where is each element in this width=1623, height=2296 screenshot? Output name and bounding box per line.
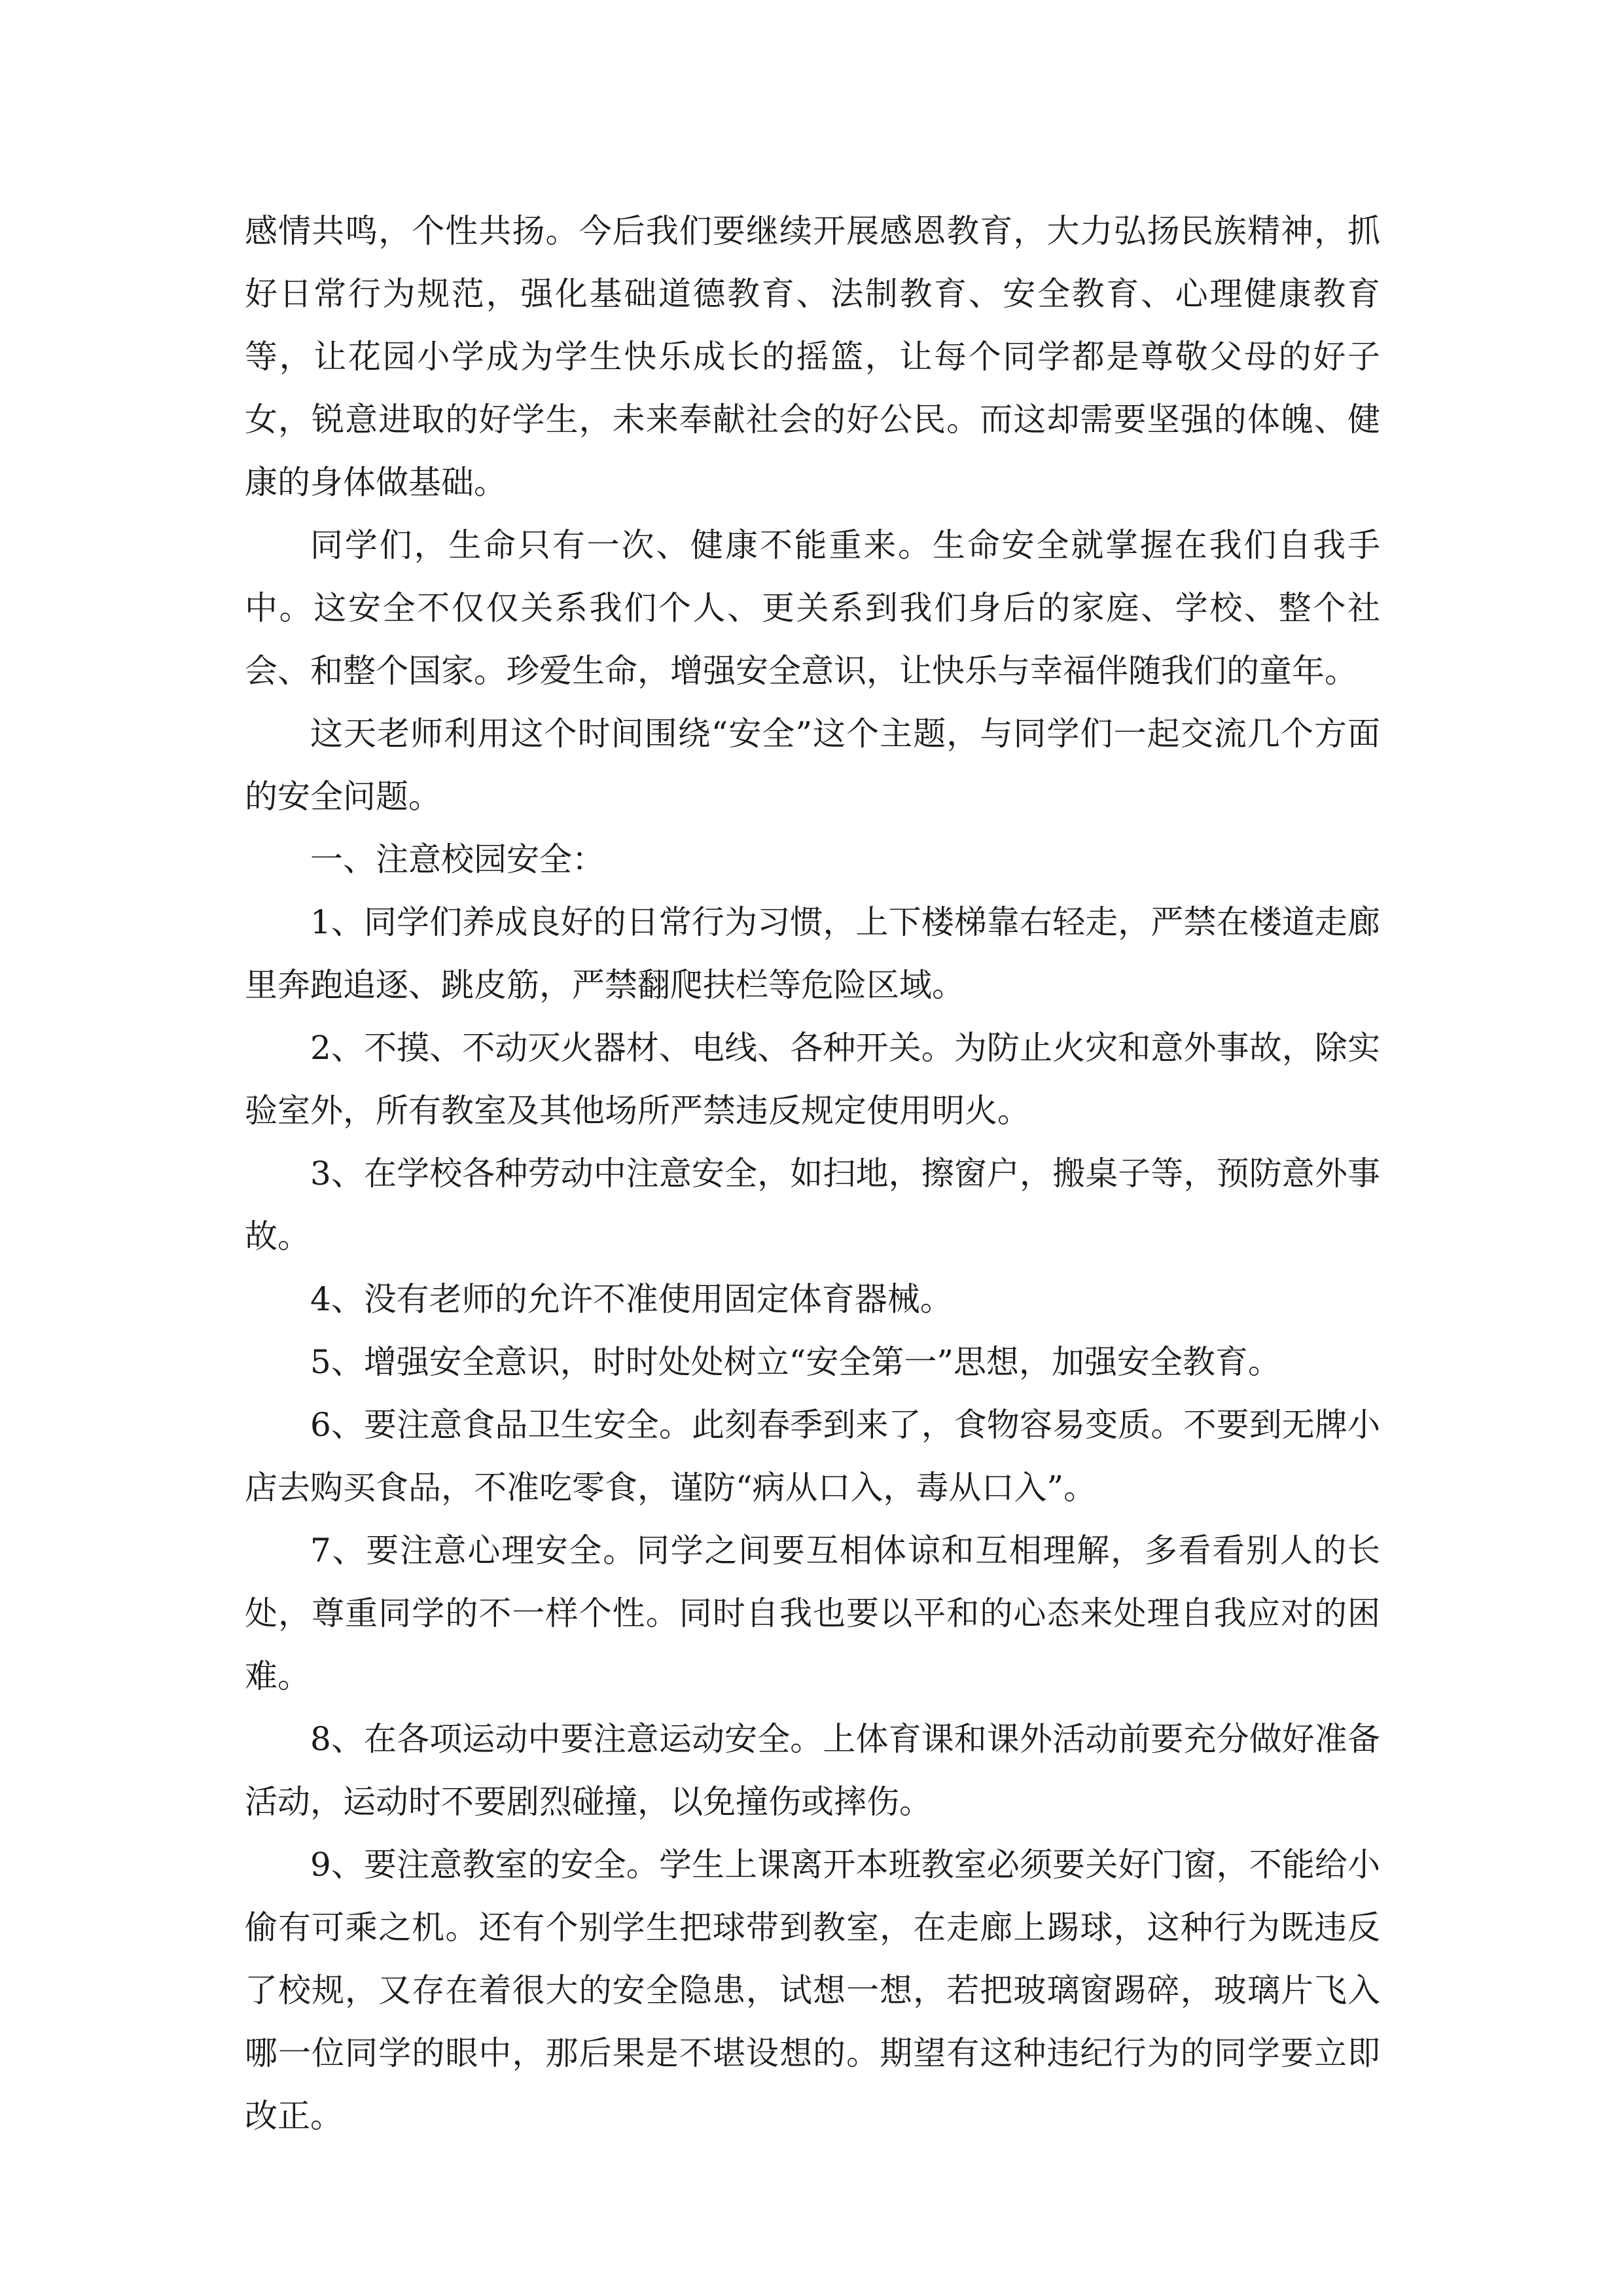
document-body: [245, 200, 1380, 2147]
list-item-1: 1、同学们养成良好的日常行为习惯，上下楼梯靠右轻走，严禁在楼道走廊里奔跑追逐、跳皮筋，严禁翻爬扶栏等危险区域。: [245, 903, 1380, 1004]
list-item-2: 2、不摸、不动灭火器材、电线、各种开关。为防止火灾和意外事故，除实验室外，所有教室及其他场所严禁违反规定使用明火。: [245, 1029, 1380, 1130]
list-item-7: 7、要注意心理安全。同学之间要互相体谅和互相理解，多看看别人的长处，尊重同学的不一样个性。同时自我也要以平和的心态来处理自我应对的困难。: [245, 1532, 1380, 1695]
list-item-3: 3、在学校各种劳动中注意安全，如扫地，擦窗户，搬桌子等，预防意外事故。: [245, 1155, 1380, 1255]
section-heading-campus-safety: 一、注意校园安全：: [310, 840, 605, 878]
list-item-4: 4、没有老师的允许不准使用固定体育器械。: [310, 1280, 953, 1318]
list-item-9: 9、要注意教室的安全。学生上课离开本班教室必须要关好门窗，不能给小偷有可乘之机。还有个别学生把球带到教室，在走廊上踢球，这种行为既违反了校规，又存在着很大的安全隐患，试想一想，若把玻璃窗踢碎，玻璃片飞入哪一位同学的眼中，那后果是不堪设想的。期望有这种违纪行为的同学要立即改正。: [245, 1846, 1380, 2135]
paragraph-topic: 这天老师利用这个时间围绕“安全”这个主题，与同学们一起交流几个方面的安全问题。: [245, 715, 1380, 816]
list-item-8: 8、在各项运动中要注意运动安全。上体育课和课外活动前要充分做好准备活动，运动时不要剧烈碰撞，以免撞伤或摔伤。: [245, 1720, 1380, 1821]
list-item-5: 5、增强安全意识，时时处处树立“安全第一”思想，加强安全教育。: [310, 1343, 1281, 1381]
paragraph-intro: 感情共鸣，个性共扬。今后我们要继续开展感恩教育，大力弘扬民族精神，抓好日常行为规范，强化基础道德教育、法制教育、安全教育、心理健康教育等，让花园小学成为学生快乐成长的摇篮，让每个同学都是尊敬父母的好子女，锐意进取的好学生，未来奉献社会的好公民。而这却需要坚强的体魄、健康的身体做基础。: [245, 212, 1380, 501]
list-item-6: 6、要注意食品卫生安全。此刻春季到来了，食物容易变质。不要到无牌小店去购买食品，不准吃零食，谨防“病从口入，毒从口入”。: [245, 1406, 1380, 1507]
paragraph-life-safety: 同学们，生命只有一次、健康不能重来。生命安全就掌握在我们自我手中。这安全不仅仅关系我们个人、更关系到我们身后的家庭、学校、整个社会、和整个国家。珍爱生命，增强安全意识，让快乐与幸福伴随我们的童年。: [245, 526, 1380, 690]
